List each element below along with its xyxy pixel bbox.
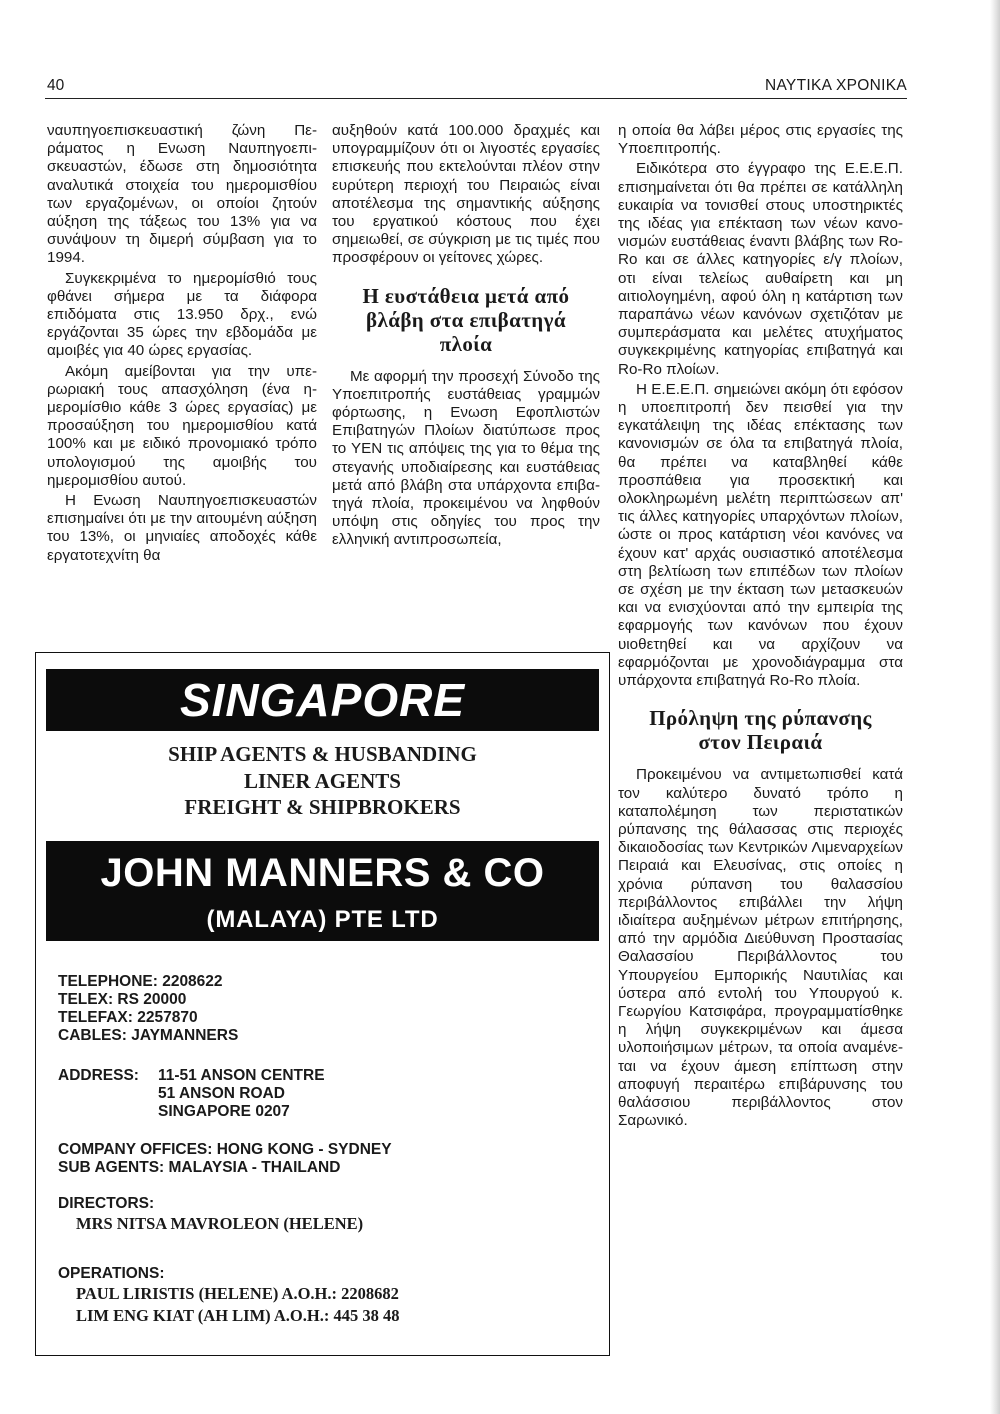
ad-address-line: 51 ANSON ROAD — [158, 1085, 285, 1102]
paragraph: η οποία θα λάβει μέρος στις εργασίες της Υποεπιτροπής. — [618, 122, 903, 158]
ad-service-line: FREIGHT & SHIPBROKERS — [184, 795, 461, 819]
ad-address-block — [58, 1067, 588, 1121]
section-heading-stability: Η ευστάθεια μετά από βλάβη στα επιβατηγά πλοία — [362, 283, 570, 356]
ad-address-label: ADDRESS: — [58, 1067, 139, 1084]
ad-cables: CABLES: JAYMANNERS — [58, 1027, 239, 1044]
ad-services — [36, 741, 609, 821]
publication-title: ΝΑΥΤΙΚΑ ΧΡΟΝΙΚΑ — [764, 77, 907, 94]
ad-sub-agents: SUB AGENTS: MALAYSIA - THAILAND — [58, 1159, 341, 1176]
paragraph: Η Ε.Ε.Ε.Π. σημειώνει ακόμη ότι εφόσον η υποεπιτροπή δεν πεισθεί για την εγκατάλειψη της ιδέας επέκτασης των κανονισμών σε όλα τα επιβατηγά πλοία, θα πρέπει να καταβληθεί κάθε προσπάθεια για προσεκτική και ολοκληρωμένη μελέτη περιπτώσεων απ' τις άλλες κατηγορίες υπαρχόντων πλοίων, ώστε οι προς κατάρτιση νέοι κανόνες να έχουν κατ' αρχάς ουσιαστικό αποτέλεσμα στη βελτίωση των επιπέδων των πλοίων σε σχέση με την έκταση των μετασκευών και να ενισχύονται από την εμπειρία της εφαρμογής των κανόνων που έχουν υιοθετηθεί και να αρχίζουν να εφαρμόζονται με χρονοδιάγραμμα στα υπάρχοντα επιβατηγά Ro-Ro πλοία. — [618, 380, 903, 690]
paragraph: αυξηθούν κατά 100.000 δραχμές και υπογραμμίζουν ότι οι λιγοστές εργασίες επισκευής που εκτελούνται πλέον στην ευρύτερη περιοχή του Πειραιώς είναι αποτέλεσμα της σημαντικής αύξησης του εργατικού κόστους που έχει σημειωθεί, σε σύγκριση με τις τιμές που προσφέρουν οι γείτονες χώρες. — [332, 122, 600, 267]
ad-operations-block — [58, 1265, 588, 1325]
paragraph: ναυπηγοεπισκευαστική ζώνη Περάματος η Ενωση Ναυπηγοεπισκευαστών, έδωσε στη δημοσιότητα αναλυτικά στοιχεία του ημερομισθίου των εργαζομένων, οι οποίοι ζητούν αύξηση της τάξεως του 13% για να συνάψουν τη διμερή σύμβαση για το 1994. — [47, 122, 317, 267]
advertisement-box — [35, 652, 610, 1356]
ad-service-line: LINER AGENTS — [244, 768, 401, 793]
ad-directors-label: DIRECTORS: — [58, 1195, 155, 1212]
paragraph: Ειδικότερα στο έγγραφο της Ε.Ε.Ε.Π. επισημαίνεται ότι θα πρέπει σε κατάλληλη ευκαιρία να τονισθεί στους υποστηρικτές της ιδέας για επέκταση των νέων κανονισμών ευστάθειας έναντι βλάβης των Ro-Ro και σε άλλες κατηγορίες ε/γ πλοίων, οτι είναι τελείως αυθαίρετη και μη αιτιολογημένη, αφού όλη η κατάρτιση των παραπάνω νέων κανόνων σχετιζόταν με συμπεράσματα και μελέτες ατυχήματος συγκεκριμένης κατηγορίας επιβατηγά και Ro-Ro πλοίων. — [618, 160, 903, 378]
ad-director-name: MRS NITSA MAVROLEON (HELENE) — [76, 1214, 364, 1233]
ad-company-banner — [46, 841, 599, 941]
article-column-2 — [332, 122, 600, 552]
ad-service-line: SHIP AGENTS & HUSBANDING — [168, 742, 477, 766]
ad-contact-block — [58, 973, 588, 1045]
paragraph: Με αφορμή την προσεχή Σύνοδο της Υποεπιτροπής ευστάθειας γραμμών φόρτωσης, η Ενωση Εφοπλιστών Επιβατηγών Πλοίων διατύπωσε προς το ΥΕΝ τις απόψεις της για το θέμα της στεγανής υποδιαίρεσης και ευστάθειας μετά από βλάβη στα υπάρχοντα επιβατηγά πλοία, προκειμένου να ληφθούν υπόψη στις οδηγίες του προς την ελληνική αντιπροσωπεία, — [332, 367, 600, 549]
section-heading-pollution: Πρόληψη της ρύπανσης στον Πειραιά — [649, 706, 872, 755]
paragraph: Συγκεκριμένα το ημερομίσθιό τους φθάνει σήμερα με τα διάφορα επιδόματα στις 13.950 δρχ., ενώ εργάζονται 35 ώρες την εβδομάδα με αμοιβές για 40 ώρες εργασίας. — [47, 269, 317, 360]
ad-address-line: 11-51 ANSON CENTRE — [158, 1067, 325, 1084]
ad-company-sub: (MALAYA) PTE LTD — [206, 906, 439, 933]
scan-edge-shadow — [990, 0, 1000, 1414]
article-column-3 — [618, 122, 903, 1132]
ad-telefax: TELEFAX: 2257870 — [58, 1009, 198, 1026]
paragraph: Προκειμένου να αντιμετωπισθεί κατά τον καλύτερο δυνατό τρόπο η καταπολέμηση των περιστατικών ρύπανσης της θάλασσας στις περιοχές δικαιοδοσίας των Κεντρικών Λιμεναρχείων Πειραιά και Ελευσίνας, στις οποίες η χρόνια ρύπανση του θαλασσίου περιβάλλοντος επιβάλλει την λήψη ιδιαίτερα αυξημένων μέτρων επιτήρησης, από την αρμόδια Διεύθυνση Προστασίας Θαλασσίου Περιβάλλοντος του Υπουργείου Εμπορικής Ναυτιλίας και ύστερα από εντολή του Υπουργού κ. Γεωργίου Κατσιφάρα, προγραμματίσθηκε η λήψη συγκεκριμένων και άμεσα υλοποιήσιμων μέτρων, τα οποία αναμένεται να έχουν άμεση επίπτωση στην αποφυγή περαιτέρω επιβάρυνσης του θαλάσσιου περιβάλλοντος στον Σαρωνικό. — [618, 766, 903, 1130]
ad-banner-singapore: SINGAPORE — [46, 669, 599, 731]
paragraph: Ακόμη αμείβονται για την υπερωριακή τους απασχόληση (ένα ημερομίσθιο κάθε 3 ώρες εργασίας) με προσαύξηση του ημερομισθίου κατά 100% και με ειδικό προνομιακό τρόπο υπολογισμού της αμοιβής του ημερομισθίου αυτού. — [47, 362, 317, 489]
paragraph: Η Ενωση Ναυπηγοεπισκευαστών επισημαίνει ότι με την αιτουμένη αύξηση του 13%, οι μηνιαίες αποδοχές κάθε εργατοτεχνίτη θα — [47, 492, 317, 564]
ad-address-line: SINGAPORE 0207 — [158, 1103, 290, 1120]
page-header — [45, 76, 907, 99]
article-column-1 — [47, 122, 317, 567]
ad-company-offices: COMPANY OFFICES: HONG KONG - SYDNEY — [58, 1141, 392, 1158]
ad-operations-contact: PAUL LIRISTIS (HELENE) A.O.H.: 2208682 — [76, 1284, 399, 1303]
ad-telephone: TELEPHONE: 2208622 — [58, 973, 223, 990]
ad-company-name: JOHN MANNERS & CO — [100, 851, 545, 895]
ad-offices-block — [58, 1141, 588, 1177]
ad-operations-label: OPERATIONS: — [58, 1265, 165, 1282]
ad-operations-contact: LIM ENG KIAT (AH LIM) A.O.H.: 445 38 48 — [76, 1306, 400, 1325]
ad-directors-block — [58, 1195, 588, 1233]
ad-telex: TELEX: RS 20000 — [58, 991, 187, 1008]
page-number: 40 — [47, 77, 65, 94]
